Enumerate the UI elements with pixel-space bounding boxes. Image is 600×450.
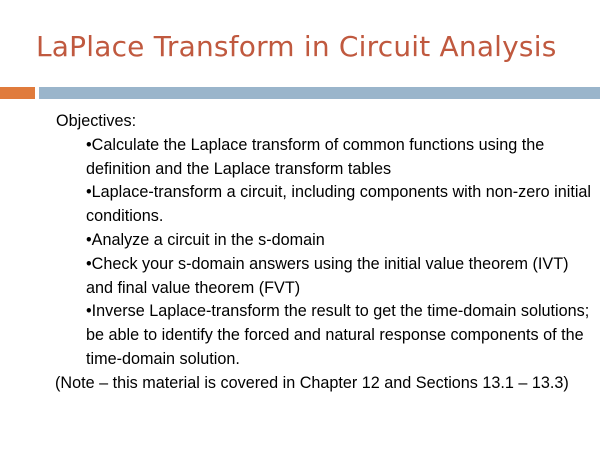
objective-text: Laplace-transform a circuit, including components with non-zero initial conditions. bbox=[86, 183, 592, 226]
bullet-icon: • bbox=[86, 254, 92, 273]
objective-item bbox=[56, 253, 596, 301]
objective-item bbox=[56, 229, 596, 253]
slide-title: LaPlace Transform in Circuit Analysis bbox=[36, 30, 557, 63]
objective-text: Check your s-domain answers using the initial value theorem (IVT) and final value theorem (FVT) bbox=[86, 254, 569, 297]
title-divider-bar bbox=[39, 87, 600, 99]
slide-body bbox=[56, 110, 596, 396]
objective-item bbox=[56, 300, 596, 371]
title-divider-accent bbox=[0, 87, 35, 99]
objective-text: Calculate the Laplace transform of common functions using the definition and the Laplace transform tables bbox=[86, 135, 545, 178]
chapter-note: (Note – this material is covered in Chapter 12 and Sections 13.1 – 13.3) bbox=[55, 373, 569, 392]
bullet-icon: • bbox=[86, 302, 92, 321]
objective-text: Inverse Laplace-transform the result to get the time-domain solutions; be able to identify the forced and natural response components of the time-domain solution. bbox=[86, 302, 590, 368]
bullet-icon: • bbox=[86, 135, 92, 154]
objectives-list bbox=[56, 134, 596, 372]
bullet-icon: • bbox=[86, 230, 92, 249]
bullet-icon: • bbox=[86, 183, 92, 202]
objectives-label: Objectives: bbox=[56, 112, 137, 130]
objective-item bbox=[56, 181, 596, 229]
objective-text: Analyze a circuit in the s-domain bbox=[91, 230, 325, 249]
objective-item bbox=[56, 134, 596, 182]
